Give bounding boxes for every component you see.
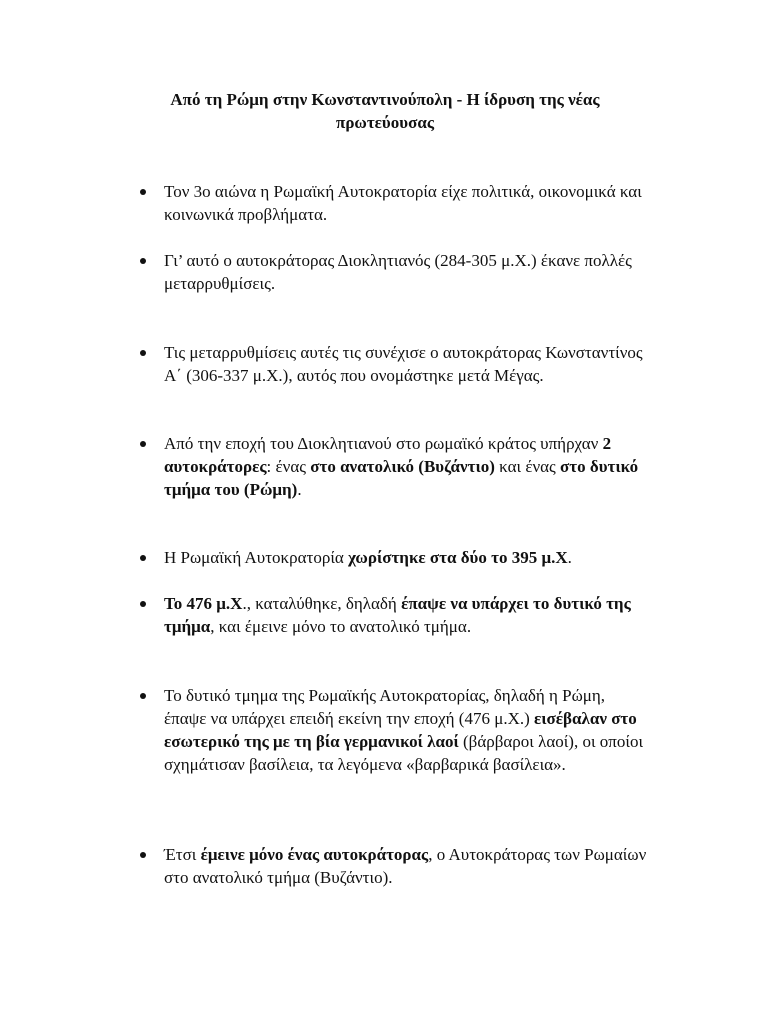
bullet-item [140, 843, 650, 889]
bullet-marker-icon [140, 693, 146, 699]
text-run: Γι’ αυτό ο αυτοκράτορας Διοκλητιανός (284-305 μ.Χ.) έκανε πολλές μεταρρυθμίσεις. [164, 251, 632, 293]
bullet-item [140, 249, 650, 295]
text-run: Έτσι [164, 845, 201, 864]
text-run: και ένας [494, 457, 561, 476]
text-run: , και έμεινε μόνο το ανατολικό τμήμα. [210, 617, 472, 636]
bullet-text [164, 180, 650, 226]
text-run: Από την εποχή του Διοκλητιανού στο ρωμαϊκό κράτος υπήρχαν [164, 434, 603, 453]
text-run: Το δυτικό τμημα της Ρωμαϊκής Αυτοκρατορίας, δηλαδή η Ρώμη, έπαψε να υπάρχει επειδή εκείνη την εποχή (476 μ.Χ.) [164, 686, 606, 728]
document-title: Από τη Ρώμη στην Κωνσταντινούπολη - Η ίδρυση της νέας πρωτεύουσας [170, 90, 600, 132]
text-run: . [567, 548, 572, 567]
bold-text-run: εισέβαλαν στο εσωτερικό της με τη βία γερμανικοί λαοί [164, 709, 637, 751]
bold-text-run: στο ανατολικό [310, 457, 415, 476]
text-run: Τις μεταρρυθμίσεις αυτές τις συνέχισε ο αυτοκράτορας Κωνσταντίνος Α΄ (306-337 μ.Χ.), αυτός που ονομάστηκε μετά Μέγας. [164, 343, 643, 385]
text-run: ., καταλύθηκε, δηλαδή [242, 594, 402, 613]
bullet-item [140, 546, 650, 569]
bullet-text [164, 684, 650, 776]
bullet-text [164, 341, 650, 387]
text-run: . [297, 480, 302, 499]
bullet-text [164, 843, 650, 889]
bold-text-run: έμεινε μόνο ένας αυτοκράτορας [200, 845, 429, 864]
bullet-item [140, 341, 650, 387]
text-run: (βάρβαροι λαοί), οι οποίοι σχημάτισαν βασίλεια, τα λεγόμενα «βαρβαρικά βασίλεια». [164, 732, 644, 774]
text-run: Τον 3ο αιώνα η Ρωμαϊκή Αυτοκρατορία είχε πολιτικά, οικονομικά και κοινωνικά προβλήματα. [164, 182, 642, 224]
bold-text-run: στο δυτικό τμήμα του [164, 457, 639, 499]
bold-text-run: 2 αυτοκράτορες [164, 434, 612, 476]
bullet-marker-icon [140, 601, 146, 607]
bold-text-run: Το 476 μ.Χ [164, 594, 243, 613]
bullet-marker-icon [140, 350, 146, 356]
bullet-marker-icon [140, 555, 146, 561]
bullet-item [140, 432, 650, 501]
text-run: , ο Αυτοκράτορας των Ρωμαίων στο ανατολικό τμήμα (Βυζάντιο). [164, 845, 647, 887]
text-run: : ένας [266, 457, 311, 476]
bold-text-run: χωρίστηκε στα δύο το 395 μ.Χ [348, 548, 568, 567]
bullet-item [140, 592, 650, 638]
bullet-item [140, 684, 650, 776]
bullet-marker-icon [140, 852, 146, 858]
bullet-marker-icon [140, 258, 146, 264]
bold-text-run: έπαψε να υπάρχει το δυτικό της τμήμα [164, 594, 631, 636]
bullet-marker-icon [140, 441, 146, 447]
bullet-marker-icon [140, 189, 146, 195]
bullet-text [164, 432, 650, 501]
bullet-item [140, 180, 650, 226]
bold-text-run: (Ρώμη) [243, 480, 298, 499]
bullet-text [164, 592, 650, 638]
text-run: Η Ρωμαϊκή Αυτοκρατορία [164, 548, 349, 567]
bullet-text [164, 546, 650, 569]
bullet-text [164, 249, 650, 295]
bold-text-run: (Βυζάντιο) [418, 457, 495, 476]
